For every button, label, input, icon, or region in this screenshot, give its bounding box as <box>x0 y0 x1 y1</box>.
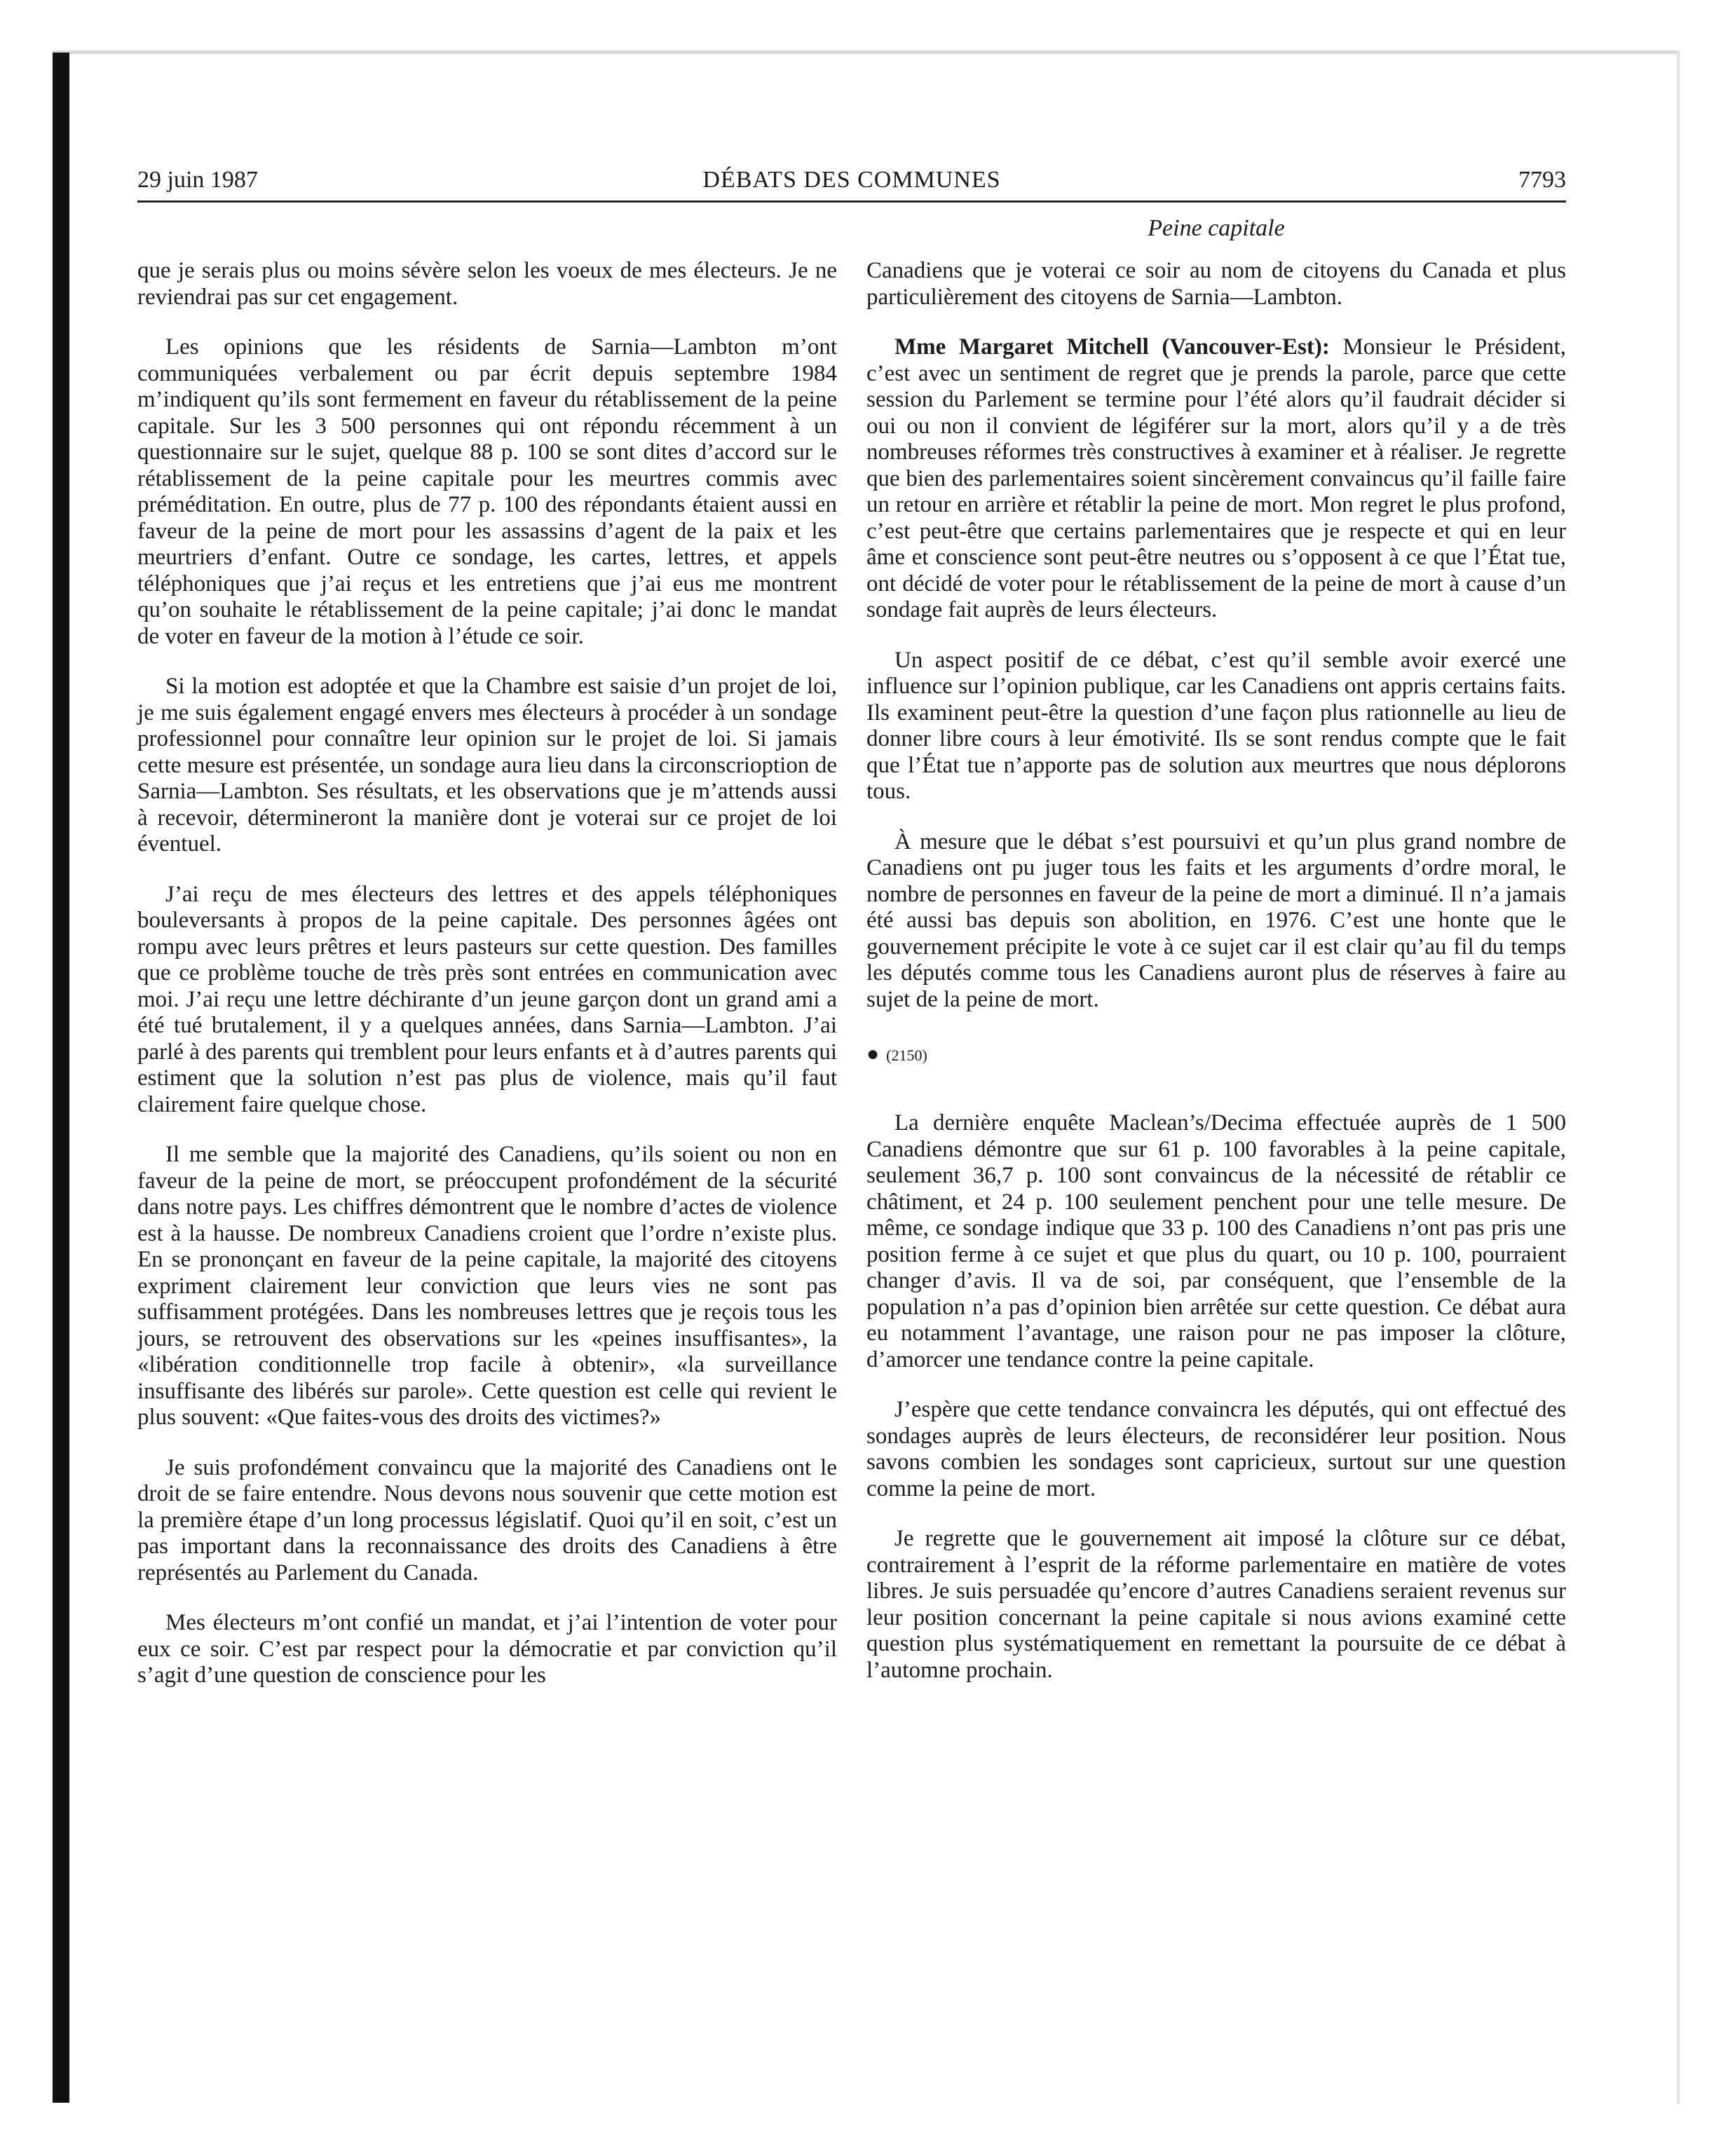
paragraph: Si la motion est adoptée et que la Chambre est saisie d’un projet de loi, je me suis également engagé envers mes électeurs à procéder à un sondage professionnel pour connaître leur opinion sur le projet de loi. Si jamais cette mesure est présentée, un sondage aura lieu dans la circonscrioption de Sarnia—Lambton. Ses résultats, et les observations que je m’attends aussi à recevoir, détermineront la manière dont je voterai sur ce projet de loi éventuel. <box>137 674 837 857</box>
left-column <box>137 258 837 1713</box>
scan-edge-left <box>53 53 69 2103</box>
paragraph: Il me semble que la majorité des Canadiens, qu’ils soient ou non en faveur de la peine de mort, se préoccupent profondément de la sécurité dans notre pays. Les chiffres démontrent que le nombre d’actes de violence est à la hausse. De nombreux Canadiens croient que l’ordre n’existe plus. En se prononçant en faveur de la peine capitale, la majorité des citoyens expriment clairement leur conviction que leurs vies ne sont pas suffisamment protégées. Dans les nombreuses lettres que je reçois tous les jours, se retrouvent des observations sur les «peines insuffisantes», la «libération conditionnelle trop facile à obtenir», «la surveillance insuffisante des libérés sur parole». Cette question est celle qui revient le plus souvent: «Que faites-vous des droits des victimes?» <box>137 1142 837 1430</box>
speaker-name: Mme Margaret Mitchell (Vancouver-Est): <box>894 334 1330 360</box>
paragraph: À mesure que le débat s’est poursuivi et qu’un plus grand nombre de Canadiens ont pu juger tous les faits et les arguments d’ordre moral, le nombre de personnes en faveur de la peine de mort a diminué. Il n’a jamais été aussi bas depuis son abolition, en 1976. C’est une honte que le gouvernement précipite le vote à ce sujet car il est clair qu’au fil du temps les députés comme tous les Canadiens auront plus de réserves à faire au sujet de la peine de mort. <box>866 828 1566 1012</box>
paragraph: Un aspect positif de ce débat, c’est qu’il semble avoir exercé une influence sur l’opinion publique, car les Canadiens ont appris certains faits. Ils examinent peut-être la question d’une façon plus rationnelle au lieu de donner libre cours à leur émotivité. Ils se sont rendus compte que le fait que l’État tue n’apporte pas de solution aux meurtres que nous déplorons tous. <box>866 647 1566 804</box>
paragraph: Je regrette que le gouvernement ait imposé la clôture sur ce débat, contrairement à l’esprit de la réforme parlementaire en matière de votes libres. Je suis persuadée qu’encore d’autres Canadiens seraient revenus sur leur position concernant la peine capitale si nous avions examiné cette question plus systématiquement en remettant la poursuite de ce débat à l’automne prochain. <box>866 1526 1566 1683</box>
paragraph: que je serais plus ou moins sévère selon les voeux de mes électeurs. Je ne reviendrai pas sur cet engagement. <box>137 258 837 310</box>
speech-text: Monsieur le Président, c’est avec un sentiment de regret que je prends la parole, parce que cette session du Parlement se termine pour l’été alors qu’il faudrait décider si oui ou non il convient de légiférer sur la mort, alors qu’il y a de très nombreuses réformes très constructives à examiner et à réaliser. Je regrette que bien des parlementaires soient sincèrement convaincus qu’il faille faire un retour en arrière et rétablir la peine de mort. Mon regret le plus profond, c’est peut-être que certains parlementaires que je respecte et qui en leur âme et conscience sont peut-être neutres ou s’opposent à ce que l’État tue, ont décidé de voter pour le rétablissement de la peine de mort à cause d’un sondage fait auprès de leurs électeurs. <box>866 334 1567 622</box>
paragraph: Je suis profondément convaincu que la majorité des Canadiens ont le droit de se faire entendre. Nous devons nous souvenir que cette motion est la première étape d’un long processus législatif. Quoi qu’il en soit, c’est un pas important dans la reconnaissance des droits des Canadiens à être représentés au Parlement du Canada. <box>137 1454 837 1585</box>
speech-paragraph <box>866 334 1566 624</box>
header-title: DÉBATS DES COMMUNES <box>702 167 1001 193</box>
time-marker <box>866 1041 1566 1068</box>
columns <box>137 258 1566 1713</box>
paragraph: Canadiens que je voterai ce soir au nom de citoyens du Canada et plus particulièrement des citoyens de Sarnia—Lambton. <box>866 258 1566 310</box>
paragraph: Mes électeurs m’ont confié un mandat, et j’ai l’intention de voter pour eux ce soir. C’est par respect pour la démocratie et par conviction qu’il s’agit d’une question de conscience pour les <box>137 1610 837 1688</box>
scan-edge-top <box>53 50 1679 54</box>
paragraph: La dernière enquête Maclean’s/Decima effectuée auprès de 1 500 Canadiens démontre que sur 61 p. 100 favorables à la peine capitale, seulement 36,7 p. 100 sont convaincus de la nécessité de rétablir ce châtiment, et 24 p. 100 seulement penchent pour une telle mesure. De même, ce sondage indique que 33 p. 100 des Canadiens n’ont pas pris une position ferme à ce sujet et que plus du quart, ou 10 p. 100, pourraient changer d’avis. Il va de soi, par conséquent, que l’ensemble de la population n’a pas d’opinion bien arrêtée sur cette question. Ce débat aura eu notamment l’avantage, une raison pour ne pas imposer la clôture, d’amorcer une tendance contre la peine capitale. <box>866 1110 1566 1372</box>
header-page-number: 7793 <box>1518 167 1566 193</box>
time-marker-text: (2150) <box>886 1046 927 1064</box>
header-date: 29 juin 1987 <box>137 167 258 193</box>
header-subject: Peine capitale <box>1148 215 1285 241</box>
paragraph: Les opinions que les résidents de Sarnia—Lambton m’ont communiquées verbalement ou par écrit depuis septembre 1984 m’indiquent qu’ils sont fermement en faveur du rétablissement de la peine capitale. Sur les 3 500 personnes qui ont répondu récemment à un questionnaire sur le sujet, quelque 88 p. 100 se sont dites d’accord sur le rétablissement de la peine capitale pour les meurtres commis avec préméditation. En outre, plus de 77 p. 100 des répondants étaient aussi en faveur de la peine de mort pour les assassins d’agent de la paix et les meurtriers d’enfant. Outre ce sondage, les cartes, lettres, et appels téléphoniques que j’ai reçus et les entretiens que j’ai eus me montrent qu’on souhaite le rétablissement de la peine capitale; j’ai donc le mandat de voter en faveur de la motion à l’étude ce soir. <box>137 334 837 649</box>
paragraph: J’espère que cette tendance convaincra les députés, qui ont effectué des sondages auprès de leurs électeurs, de reconsidérer leur position. Nous savons combien les sondages sont capricieux, surtout sur une question comme la peine de mort. <box>866 1397 1566 1501</box>
bullet-icon: ● <box>866 1042 880 1065</box>
right-column <box>866 258 1566 1713</box>
scan-edge-right <box>1677 50 1680 2104</box>
page <box>137 160 1567 1688</box>
paragraph: J’ai reçu de mes électeurs des lettres et des appels téléphoniques bouleversants à propos de la peine capitale. Des personnes âgées ont rompu avec leurs prêtres et leurs pasteurs sur cette question. Des familles que ce problème touche de très près sont entrées en communication avec moi. J’ai reçu une lettre déchirante d’un jeune garçon dont un grand ami a été tué brutalement, il y a quelques années, dans Sarnia—Lambton. J’ai parlé à des parents qui tremblent pour leurs enfants et à d’autres parents qui estiment que la solution n’est pas plus de violence, mais qu’il faut clairement faire quelque chose. <box>137 881 837 1117</box>
running-head <box>137 160 1566 203</box>
